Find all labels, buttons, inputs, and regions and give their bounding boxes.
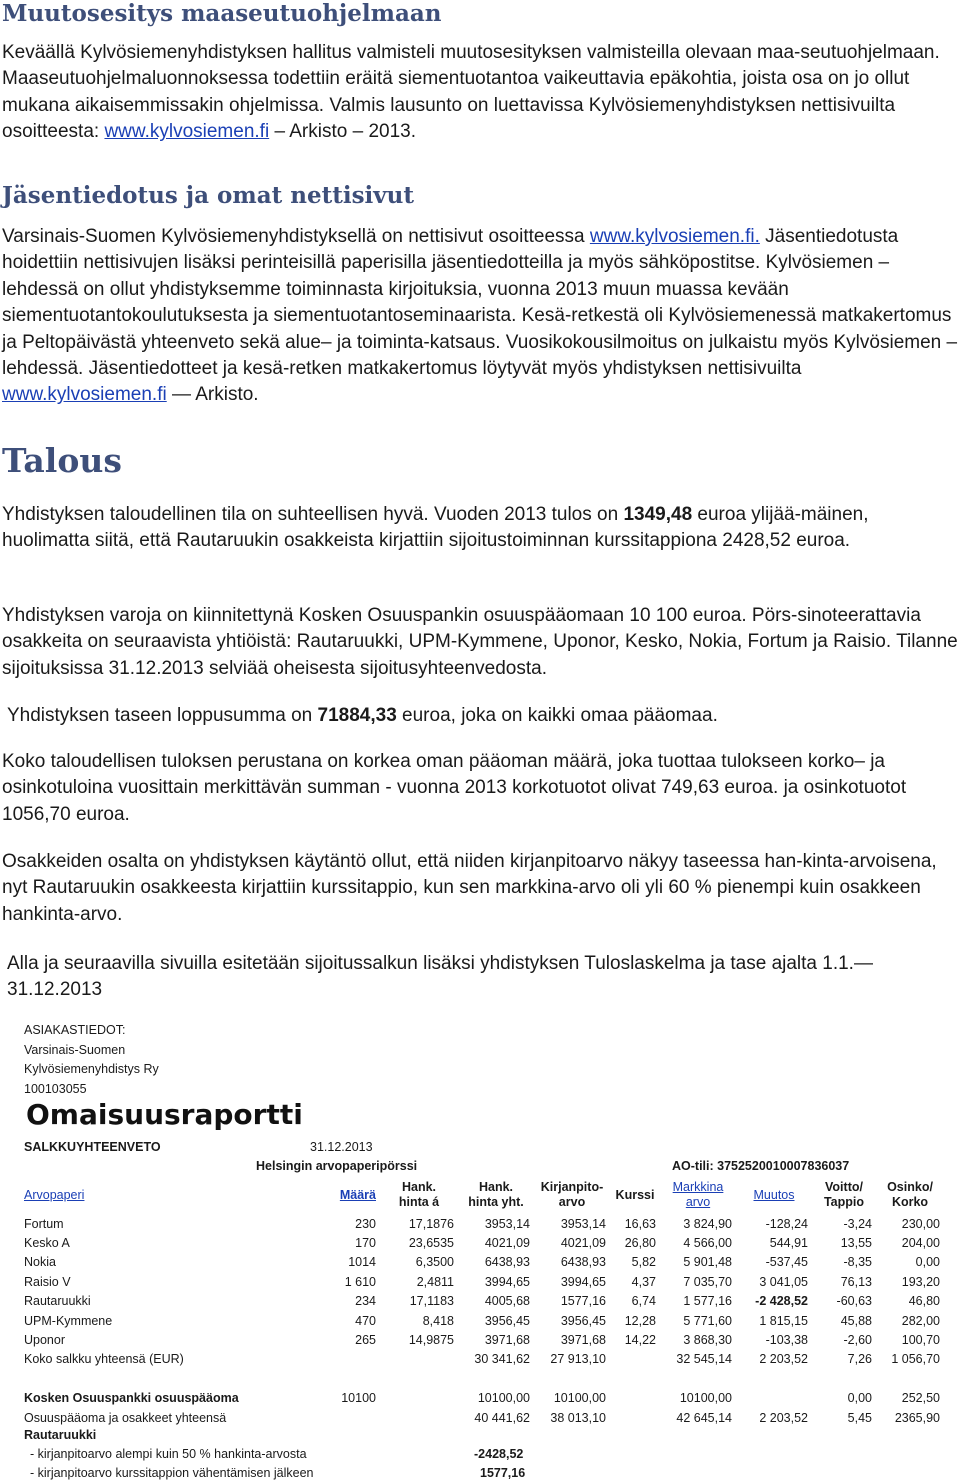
cell-value: 230,00 xyxy=(901,1216,940,1231)
header-market-value[interactable]: Markkina arvo xyxy=(672,1180,724,1209)
cell-value: 10100 xyxy=(341,1391,376,1406)
paragraph-talous-tuotot: Koko taloudellisen tuloksen perustana on korkea oman pääoman määrä, joka tuottaa tulokseen korko– ja osinkotuloina vuosittain merkittävän summan - vuonna 2013 korkotuotot olivat 749,63 euroa. ja osinkotuotot 1056,70 euroa. xyxy=(2,751,907,825)
cell-value: 252,50 xyxy=(901,1391,940,1406)
cell-value: 1 610 xyxy=(344,1274,376,1289)
cell-value: 6438,93 xyxy=(484,1255,530,1270)
cell-value: -8,35 xyxy=(843,1255,872,1270)
cell-label: Rautaruukki xyxy=(24,1294,91,1309)
cell-value: 1577,16 xyxy=(560,1294,606,1309)
cell-value: 30 341,62 xyxy=(474,1352,530,1367)
total-row xyxy=(20,1350,944,1369)
cell-value: 3956,45 xyxy=(484,1313,530,1328)
client-info xyxy=(24,1021,159,1099)
portfolio-table xyxy=(20,1176,944,1427)
table-row xyxy=(20,1311,944,1330)
cell-value: 282,00 xyxy=(901,1313,940,1328)
cell-value: 0,00 xyxy=(915,1255,940,1270)
cell-value: 3 868,30 xyxy=(683,1333,732,1348)
client-line: Varsinais-Suomen xyxy=(24,1042,126,1057)
cell-value: 10100,00 xyxy=(553,1391,606,1406)
client-line: 100103055 xyxy=(24,1081,87,1096)
cell-value: 4,37 xyxy=(631,1274,656,1289)
cell-value xyxy=(266,1350,380,1369)
cell-value: 0,00 xyxy=(847,1391,872,1406)
cell-value xyxy=(380,1389,458,1408)
cell-value: -3,24 xyxy=(843,1216,872,1231)
cell-value xyxy=(736,1389,812,1408)
cell-value: 42 645,14 xyxy=(676,1410,732,1425)
cell-value: 3956,45 xyxy=(560,1313,606,1328)
cell-label: Osuuspääoma ja osakkeet yhteensä xyxy=(24,1410,227,1425)
cell-value: 1014 xyxy=(348,1255,376,1270)
header-book-value: Kirjanpito- arvo xyxy=(540,1180,604,1209)
header-dividend: Osinko/ Korko xyxy=(887,1180,933,1209)
cell-value: 1 815,15 xyxy=(759,1313,808,1328)
cell-value: 16,63 xyxy=(624,1216,656,1231)
cell-value: 170 xyxy=(355,1236,376,1251)
cell-value: 14,22 xyxy=(624,1333,656,1348)
table-row xyxy=(20,1272,944,1291)
table-row xyxy=(20,1292,944,1311)
cell-value: 544,91 xyxy=(769,1236,808,1251)
paragraph-jasentiedotus: Varsinais-Suomen Kylvösiemenyhdistyksellä on nettisivut osoitteessa www.kylvosiemen.fi. Jäsentiedotusta hoidettiin nettisivujen lisäksi perinteisillä paperisilla jäsentiedotteilla ja myös sähköpostitse. Kylvösiemen –lehdessä on ollut yhdistyksemme toiminnasta kirjoituksia, vuonna 2013 muun muassa kevään siementuotantokoulutuksesta ja siementuotantoseminaarista. Kesä-retkestä oli Kylvösiemenessä matkakertomus ja Peltopäivästä yhteenveto sekä alue– ja toiminta-katsaus. Vuosikokousilmoitus on julkaistu myös Kylvösiemen –lehdessä. Jäsentiedotteet ja kesä-retken matkakertomus löytyvät myös yhdistyksen nettisivuilta www.kylvosiemen.fi — Arkisto. xyxy=(2,226,958,406)
cell-value: 4021,09 xyxy=(484,1236,530,1251)
cell-value: 17,1183 xyxy=(409,1294,454,1309)
grand-total-row xyxy=(20,1408,944,1427)
cell-label: Uponor xyxy=(24,1333,65,1348)
rautaruukki-label: Rautaruukki xyxy=(24,1428,97,1442)
bank-row xyxy=(20,1389,944,1408)
link-kylvosiemen-2[interactable]: www.kylvosiemen.fi xyxy=(2,384,167,406)
cell-value xyxy=(266,1408,380,1427)
client-line: Kylvösiemenyhdistys Ry xyxy=(24,1062,159,1076)
rautaruukki-note-1: - kirjanpitoarvo alempi kuin 50 % hankinta-arvosta xyxy=(30,1447,307,1461)
cell-value xyxy=(380,1350,458,1369)
cell-value: 100,70 xyxy=(901,1333,940,1348)
cell-value: 12,28 xyxy=(624,1313,656,1328)
cell-value: 265 xyxy=(355,1333,376,1348)
cell-label: Koko salkku yhteensä (EUR) xyxy=(24,1352,184,1367)
cell-value: 3994,65 xyxy=(484,1274,530,1289)
cell-value: 13,55 xyxy=(840,1236,872,1251)
cell-value: 3971,68 xyxy=(560,1333,606,1348)
cell-value: 470 xyxy=(355,1313,376,1328)
header-change[interactable]: Muutos xyxy=(753,1187,795,1202)
cell-value: 40 441,62 xyxy=(474,1410,530,1425)
paragraph-talous-tulos: Yhdistyksen taloudellinen tila on suhteellisen hyvä. Vuoden 2013 tulos on 1349,48 euroa ylijää-mäinen, huolimatta siitä, että Rautaruukin osakkeista kirjattiin sijoitustoiminnan kurssitappiona 2428,52 euroa. xyxy=(2,504,869,552)
paragraph-muutosesitys: Keväällä Kylvösiemenyhdistyksen hallitus valmisteli muutosesityksen valmisteilla olevaan maa-seutuohjelmaan. Maaseutuohjelmaluonnoksessa todettiin eräitä siementuotantoa vaikeuttavia epäkohtia, joista osa on jo ollut mukana aikaisemmissakin ohjelmissa. Valmis lausunto on luettavissa Kylvösiemenyhdistyksen nettisivuilta osoitteesta: www.kylvosiemen.fi – Arkisto – 2013. xyxy=(2,42,940,143)
cell-value: 17,1876 xyxy=(408,1216,454,1231)
cell-value: -2 428,52 xyxy=(755,1294,808,1309)
cell-value: 2 203,52 xyxy=(759,1410,808,1425)
report-title: Omaisuusraportti xyxy=(26,1098,303,1131)
cell-value: 5 771,60 xyxy=(683,1313,732,1328)
paragraph-talous-osakkeet: Osakkeiden osalta on yhdistyksen käytäntö ollut, että niiden kirjanpitoarvo näkyy taseessa han-kinta-arvoisena, nyt Rautaruukin osakkeesta kirjattiin kurssitappio, kun sen markkina-arvo oli yli 60 % pienempi kuin osakkeen hankinta-arvo. xyxy=(2,851,937,925)
cell-value: 3994,65 xyxy=(560,1274,606,1289)
cell-label: UPM-Kymmene xyxy=(24,1313,113,1328)
cell-value: 23,6535 xyxy=(408,1236,454,1251)
link-kylvosiemen-1[interactable]: www.kylvosiemen.fi. xyxy=(589,226,760,247)
cell-value: 1 056,70 xyxy=(891,1352,940,1367)
header-price: Kurssi xyxy=(615,1187,655,1202)
cell-value: 2,4811 xyxy=(416,1274,454,1289)
cell-value xyxy=(380,1408,458,1427)
account-label: AO-tili: 3752520010007836037 xyxy=(672,1159,850,1173)
cell-value: 5,82 xyxy=(631,1255,656,1270)
cell-value: 230 xyxy=(355,1216,376,1231)
cell-value: 38 013,10 xyxy=(550,1410,606,1425)
cell-value: 6438,93 xyxy=(560,1255,606,1270)
cell-value: 10100,00 xyxy=(477,1391,530,1406)
cell-label: Kosken Osuuspankki osuuspääoma xyxy=(24,1391,239,1406)
cell-value: -2,60 xyxy=(843,1333,872,1348)
cell-value: 5 901,48 xyxy=(683,1255,732,1270)
cell-label: Fortum xyxy=(24,1216,64,1231)
rautaruukki-value-1: -2428,52 xyxy=(474,1447,524,1461)
cell-value: 204,00 xyxy=(901,1236,940,1251)
cell-value: 32 545,14 xyxy=(676,1352,732,1367)
section-title-muutosesitys: Muutosesitys maaseutuohjelmaan xyxy=(2,0,442,27)
header-security[interactable]: Arvopaperi xyxy=(24,1187,85,1202)
cell-value: 26,80 xyxy=(624,1236,656,1251)
cell-value xyxy=(610,1389,660,1408)
header-total-cost: Hank. hinta yht. xyxy=(468,1180,524,1209)
cell-value: 46,80 xyxy=(908,1294,940,1309)
cell-value xyxy=(610,1350,660,1369)
header-unit-cost: Hank. hinta á xyxy=(398,1180,440,1209)
cell-value: 1 577,16 xyxy=(683,1294,732,1309)
cell-value: 4021,09 xyxy=(560,1236,606,1251)
cell-value xyxy=(610,1408,660,1427)
cell-value: 6,3500 xyxy=(415,1255,454,1270)
rautaruukki-note-2: - kirjanpitoarvo kurssitappion vähentämisen jälkeen xyxy=(30,1466,314,1480)
client-line: ASIAKASTIEDOT: xyxy=(24,1023,126,1037)
header-qty[interactable]: Määrä xyxy=(339,1187,376,1202)
paragraph-talous-varat: Yhdistyksen varoja on kiinnitettynä Kosken Osuuspankin osuuspääomaan 10 100 euroa. Pörs-sinoteerattavia osakkeita on seuraavista yhtiöistä: Rautaruukki, UPM-Kymmene, Uponor, Kesko, Nokia, Fortum ja Raisio. Tilanne sijoituksissa 31.12.2013 selviää oheisesta sijoitusyhteenvedosta. xyxy=(2,605,958,679)
cell-value: 3 041,05 xyxy=(759,1274,808,1289)
cell-value: 2365,90 xyxy=(894,1410,940,1425)
table-row xyxy=(20,1214,944,1233)
cell-value: 4005,68 xyxy=(484,1294,530,1309)
cell-label: Kesko A xyxy=(24,1236,70,1251)
cell-value: 76,13 xyxy=(840,1274,872,1289)
report-date: 31.12.2013 xyxy=(310,1140,373,1154)
cell-value: 14,9875 xyxy=(408,1333,454,1348)
cell-value: 7,26 xyxy=(847,1352,872,1367)
cell-label: Raisio V xyxy=(24,1274,71,1289)
section-title-talous: Talous xyxy=(2,441,122,480)
summary-label: SALKKUYHTEENVETO xyxy=(24,1140,161,1154)
spacer-cell xyxy=(20,1369,944,1388)
cell-value: 4 566,00 xyxy=(683,1236,732,1251)
header-profit-loss: Voitto/ Tappio xyxy=(823,1180,865,1209)
cell-label: Nokia xyxy=(24,1255,56,1270)
table-row xyxy=(20,1233,944,1252)
exchange-label: Helsingin arvopaperipörssi xyxy=(256,1159,418,1173)
table-row xyxy=(20,1253,944,1272)
cell-value: 193,20 xyxy=(901,1274,940,1289)
cell-value: 234 xyxy=(355,1294,376,1309)
paragraph-talous-tase: Yhdistyksen taseen loppusumma on 71884,33 euroa, joka on kaikki omaa pääomaa. xyxy=(7,705,718,726)
cell-value: -537,45 xyxy=(765,1255,808,1270)
cell-value: 2 203,52 xyxy=(759,1352,808,1367)
cell-value: -60,63 xyxy=(836,1294,872,1309)
cell-value: 8,418 xyxy=(422,1313,454,1328)
cell-value: 6,74 xyxy=(631,1294,656,1309)
link-kylvosiemen[interactable]: www.kylvosiemen.fi xyxy=(104,121,270,143)
cell-value: 10100,00 xyxy=(679,1391,732,1406)
cell-value: 3953,14 xyxy=(484,1216,530,1231)
section-title-jasentiedotus: Jäsentiedotus ja omat nettisivut xyxy=(2,182,414,209)
cell-value: 3971,68 xyxy=(484,1333,530,1348)
cell-value: 27 913,10 xyxy=(550,1352,606,1367)
table-header-row xyxy=(20,1176,944,1214)
cell-value: 3 824,90 xyxy=(683,1216,732,1231)
cell-value: 7 035,70 xyxy=(683,1274,732,1289)
cell-value: 3953,14 xyxy=(560,1216,606,1231)
cell-value: 5,45 xyxy=(847,1410,872,1425)
cell-value: 45,88 xyxy=(840,1313,872,1328)
cell-value: -103,38 xyxy=(765,1333,808,1348)
rautaruukki-value-2: 1577,16 xyxy=(480,1466,526,1480)
paragraph-talous-liitteet: Alla ja seuraavilla sivuilla esitetään sijoitussalkun lisäksi yhdistyksen Tuloslaskelma ja tase ajalta 1.1.— 31.12.2013 xyxy=(7,953,873,1001)
cell-value: -128,24 xyxy=(765,1216,808,1231)
spacer-row xyxy=(20,1369,944,1388)
table-row xyxy=(20,1330,944,1349)
